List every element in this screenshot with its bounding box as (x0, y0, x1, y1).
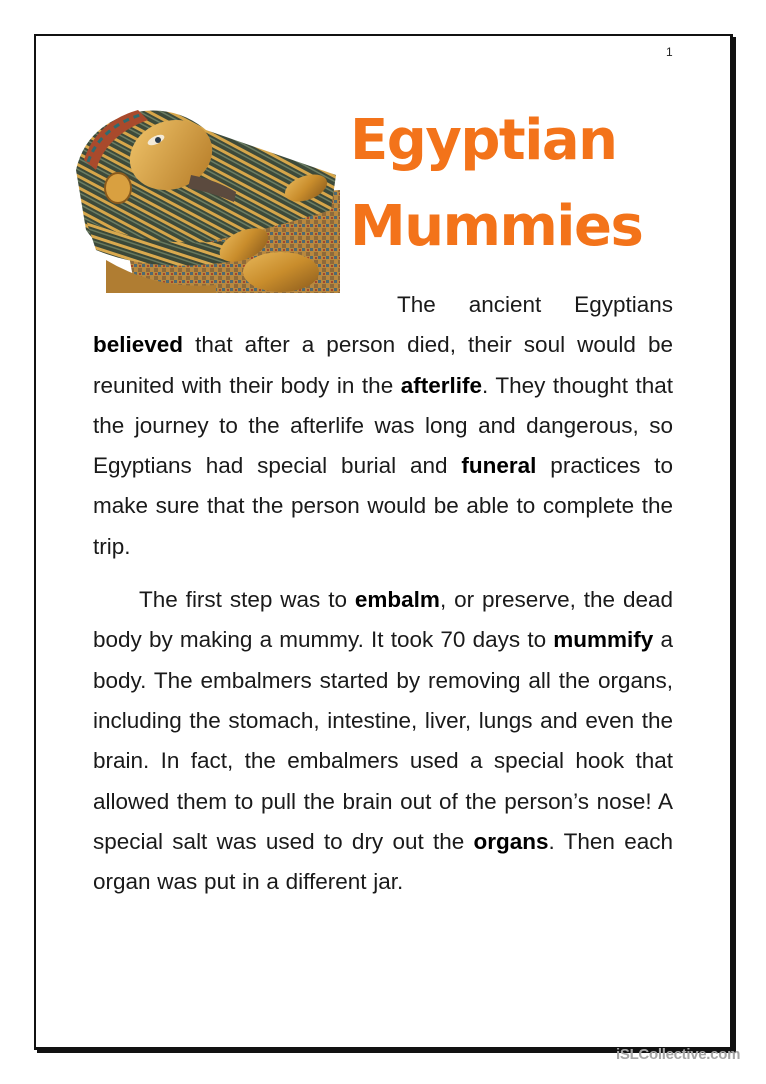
bold-term-believed: believed (93, 332, 184, 358)
page-number: 1 (666, 45, 673, 59)
title-line-1: Egyptian (350, 108, 617, 173)
paragraph-2 (93, 580, 673, 902)
article-body (93, 285, 673, 902)
bold-term-organs: organs (473, 828, 549, 854)
text-segment: a body. The embalmers started by removing all the organs, including the stomach, intestine, liver, lungs and even the brain. In fact, the embalmers used a special hook that allowed them to pull the brain out of the person’s nose! A special salt was used to dry out the (93, 627, 674, 854)
page-title (350, 98, 642, 270)
text-segment: . They thought that the journey to the afterlife was long and dangerous, so Egyptians had special burial and (93, 372, 674, 479)
text-segment: , or preserve, the dead body by making a mummy. It took 70 days to (93, 587, 673, 653)
paragraph-1 (93, 285, 673, 567)
text-segment: that after a person died, their soul would be reunited with their body in the (93, 332, 673, 398)
bold-term-funeral: funeral (461, 453, 537, 479)
text-segment: The first step was to (139, 587, 355, 613)
text-segment: . Then each organ was put in a different jar. (93, 828, 673, 895)
bold-term-afterlife: afterlife (400, 372, 483, 398)
title-line-2: Mummies (350, 194, 643, 259)
bold-term-embalm: embalm (354, 587, 440, 613)
text-segment: practices to make sure that the person would be able to complete the trip. (93, 453, 673, 559)
bold-term-mummify: mummify (553, 627, 654, 653)
mummy-sarcophagus-image (66, 100, 340, 293)
watermark: iSLCollective.com (616, 1046, 741, 1063)
text-segment: The ancient Egyptians (397, 292, 673, 317)
